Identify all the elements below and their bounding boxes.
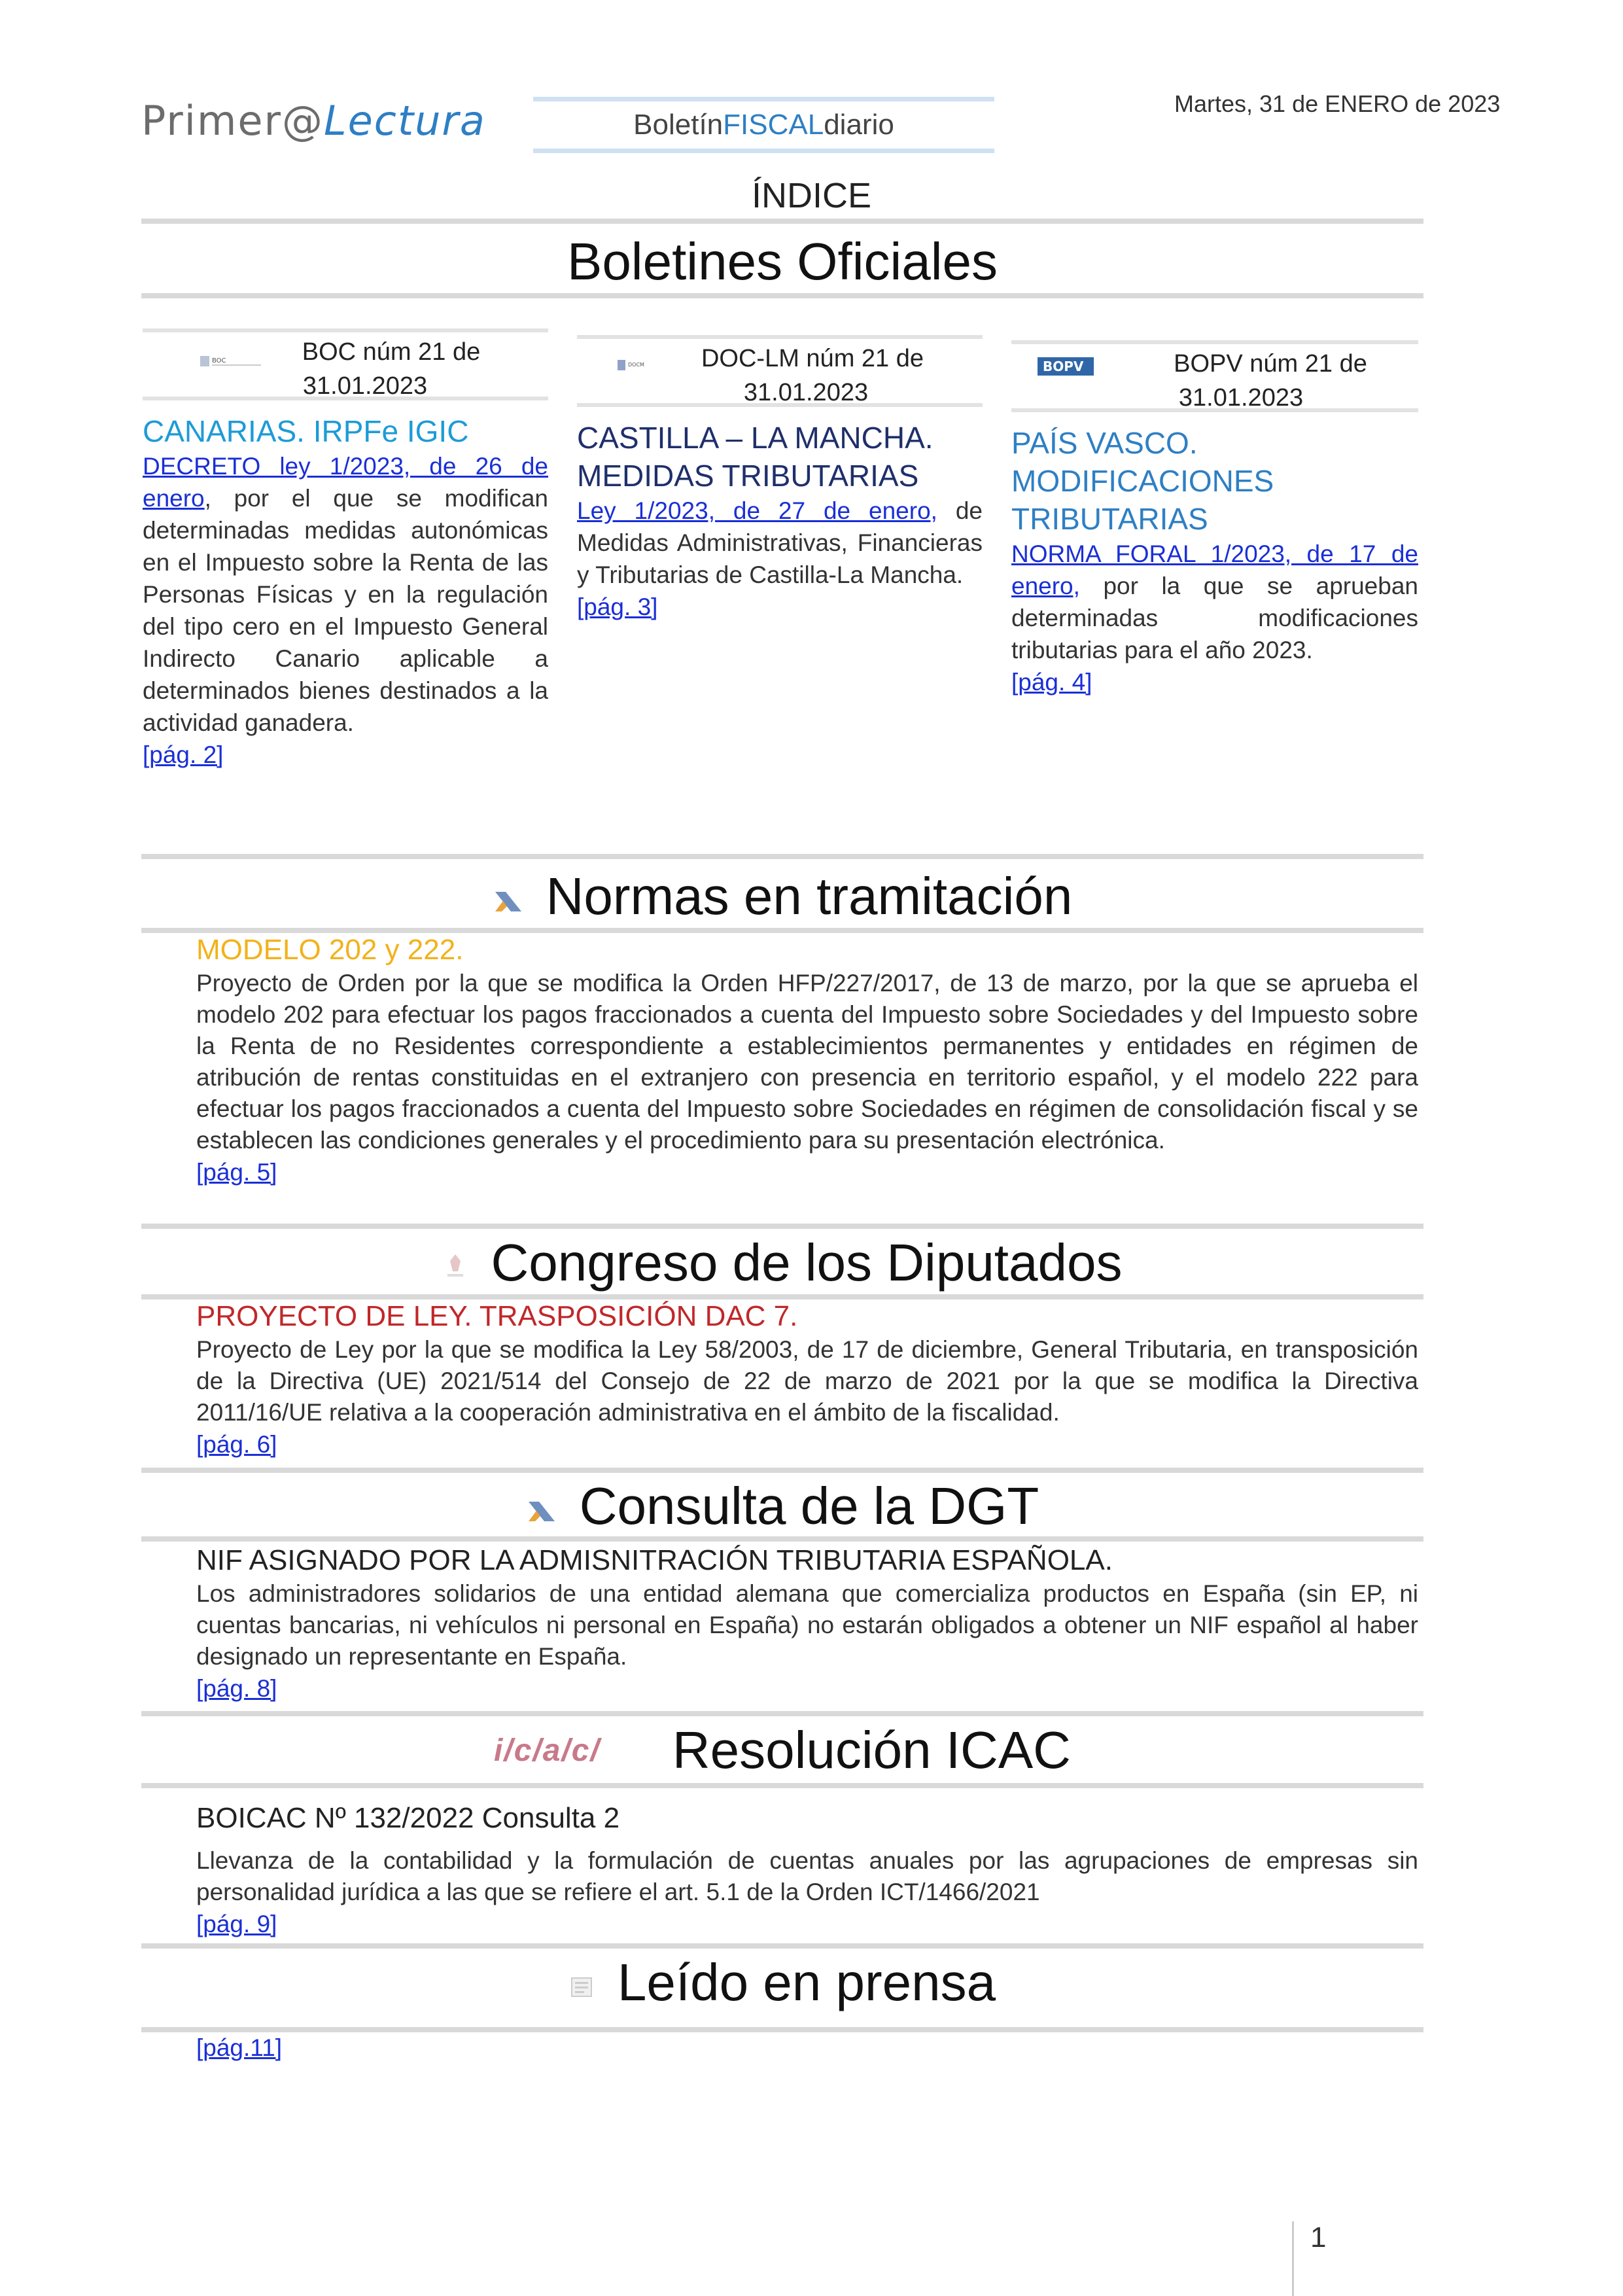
section-title-prensa: [141, 1950, 1423, 2015]
logo-primer: Primer@: [141, 97, 324, 145]
boletin-head-line2: 31.01.2023: [302, 372, 428, 400]
boletin-column-docm: [577, 335, 983, 623]
normas-item-text: Proyecto de Orden por la que se modifica la Orden HFP/227/2017, de 13 de marzo, por la que se aprueba el modelo 202 para efectuar los pagos fraccionados a cuenta del Impuesto sobre Sociedades y del Impuesto sobre la Renta de no Residentes correspondiente a establecimientos permanentes y entidades en régimen de atribución de rentas constituidas en el extranjero con presencia en territorio español, y el modelo 222 para efectuar los pagos fraccionados a cuenta del Impuesto sobre Sociedades en régimen de consolidación fiscal y se establecen las condiciones generales y el procedimiento para su presentación electrónica.: [196, 970, 1418, 1154]
page-link[interactable]: [pág. 6]: [196, 1431, 277, 1458]
icac-item-title: BOICAC Nº 132/2022 Consulta 2: [196, 1802, 620, 1834]
section-title-dgt: [141, 1474, 1423, 1539]
page-number-separator: [1292, 2221, 1294, 2296]
icac-item-text: Llevanza de la contabilidad y la formulación de cuentas anuales por las agrupaciones de empresas sin personalidad jurídica a las que se refiere el art. 5.1 de la Orden ICT/1466/2021: [196, 1847, 1418, 1905]
boc-logo: [200, 347, 266, 381]
svg-text:BOC: BOC: [212, 357, 226, 364]
boletin-text: [1011, 538, 1418, 666]
bopv-logo: [1038, 353, 1096, 387]
boletin-head-line1: BOC núm 21 de: [302, 338, 481, 366]
page-link[interactable]: [pág. 4]: [1011, 669, 1092, 696]
boletin-head-line1: BOPV núm 21 de: [1174, 350, 1367, 378]
section-title-boletines-text: Boletines Oficiales: [567, 232, 998, 291]
dgt-item-text: Los administradores solidarios de una entidad alemana que comercializa productos en España (sin EP, ni cuentas bancarias, ni vehículos ni personal en España) no estarán obligados a obtener un NIF español al haber designado un representante en España.: [196, 1580, 1418, 1670]
svg-text:BOPV: BOPV: [1043, 359, 1084, 374]
page-link[interactable]: [pág.11]: [196, 2034, 282, 2061]
boletin-topic: CANARIAS. IRPFe IGIC: [143, 414, 469, 448]
divider: [141, 1943, 1423, 1949]
page-link[interactable]: [pág. 3]: [577, 593, 658, 620]
boletin-link[interactable]: NORMA FORAL 1/2023, de 17 de enero,: [1011, 540, 1418, 599]
boletin-description: de Medidas Administrativas, Financieras y Tributarias de Castilla-La Mancha.: [577, 497, 983, 588]
section-title-prensa-text: Leído en prensa: [617, 1953, 996, 2011]
section-title-boletines: [141, 226, 1423, 298]
boletin-head-line2: 31.01.2023: [743, 379, 869, 406]
section-title-normas-text: Normas en tramitación: [546, 867, 1073, 925]
boletin-head-line2: 31.01.2023: [1178, 384, 1304, 412]
dgt-block: [196, 1543, 1418, 1704]
icac-block: [196, 1801, 1418, 1940]
normas-block: [196, 932, 1418, 1188]
congreso-item-title: PROYECTO DE LEY. TRASPOSICIÓN DAC 7.: [196, 1300, 798, 1332]
bulletin-part2: diario: [824, 109, 894, 141]
page-link[interactable]: [pág. 9]: [196, 1911, 277, 1937]
section-title-icac-text: Resolución ICAC: [672, 1721, 1071, 1779]
congreso-item-text: Proyecto de Ley por la que se modifica la Ley 58/2003, de 17 de diciembre, General Tributaria, en transposición de la Directiva (UE) 2021/514 del Consejo de 22 de marzo de 2021 por la que se modifica la Directiva 2011/16/UE relativa a la cooperación administrativa en el ámbito de la fiscalidad.: [196, 1336, 1418, 1426]
boletin-description: por la que se aprueban determinadas modificaciones tributarias para el año 2023.: [1011, 573, 1418, 663]
svg-text:DOCM: DOCM: [628, 362, 644, 368]
primera-lectura-logo: [141, 97, 486, 145]
boletin-header: [1011, 340, 1418, 412]
congreso-icon: [442, 1233, 468, 1293]
index-title: ÍNDICE: [751, 176, 871, 215]
boletin-text: [577, 495, 983, 591]
page-link[interactable]: [pág. 5]: [196, 1159, 277, 1186]
boletin-column-boc: [143, 328, 548, 771]
newspaper-icon: [569, 1952, 595, 2013]
divider: [141, 219, 1423, 224]
boletin-topic: CASTILLA – LA MANCHA. MEDIDAS TRIBUTARIAS: [577, 421, 934, 493]
issue-date: Martes, 31 de ENERO de 2023: [1174, 90, 1501, 117]
bulletin-title: [533, 97, 994, 153]
bulletin-part1: Boletín: [633, 109, 724, 141]
section-title-dgt-text: Consulta de la DGT: [579, 1477, 1039, 1535]
aeat-icon: [526, 1476, 557, 1536]
prensa-block: [196, 2032, 1418, 2064]
congreso-block: [196, 1299, 1418, 1460]
bulletin-fiscal: FISCAL: [723, 109, 824, 141]
boletin-link[interactable]: DECRETO ley 1/2023, de 26 de enero: [143, 453, 548, 512]
docm-logo: [616, 351, 655, 385]
dgt-item-title: NIF ASIGNADO POR LA ADMISNITRACIÓN TRIBUTARIA ESPAÑOLA.: [196, 1544, 1113, 1576]
section-title-congreso-text: Congreso de los Diputados: [491, 1233, 1123, 1292]
divider: [141, 1783, 1423, 1788]
divider: [141, 293, 1423, 298]
logo-lectura: Lectura: [324, 97, 486, 145]
page-number: 1: [1310, 2221, 1327, 2253]
divider: [141, 1536, 1423, 1542]
page-link[interactable]: [pág. 8]: [196, 1675, 277, 1702]
divider: [141, 854, 1423, 859]
boletin-text: [143, 450, 548, 739]
boletin-column-bopv: [1011, 340, 1418, 698]
boletin-description: , por el que se modifican determinadas medidas autonómicas en el Impuesto sobre la Renta de las Personas Físicas y en la regulación del tipo cero en el Impuesto General Indirecto Canario aplicable a determinados bienes destinados a la actividad ganadera.: [143, 485, 548, 736]
page-link[interactable]: [pág. 2]: [143, 741, 224, 768]
boletin-header: [143, 328, 548, 400]
section-title-icac: [141, 1718, 1423, 1783]
icac-logo: i/c/a/c/: [494, 1733, 601, 1768]
divider: [141, 1468, 1423, 1473]
section-title-normas: [141, 864, 1423, 929]
aeat-icon: [493, 866, 524, 927]
normas-item-title: MODELO 202 y 222.: [196, 934, 464, 966]
boletin-header: [577, 335, 983, 407]
boletin-link[interactable]: Ley 1/2023, de 27 de enero,: [577, 497, 937, 524]
divider: [141, 1224, 1423, 1229]
boletin-head-line1: DOC-LM núm 21 de: [701, 345, 924, 372]
divider: [141, 1711, 1423, 1716]
section-title-congreso: [141, 1230, 1423, 1296]
boletin-topic: PAÍS VASCO. MODIFICACIONES TRIBUTARIAS: [1011, 426, 1274, 536]
